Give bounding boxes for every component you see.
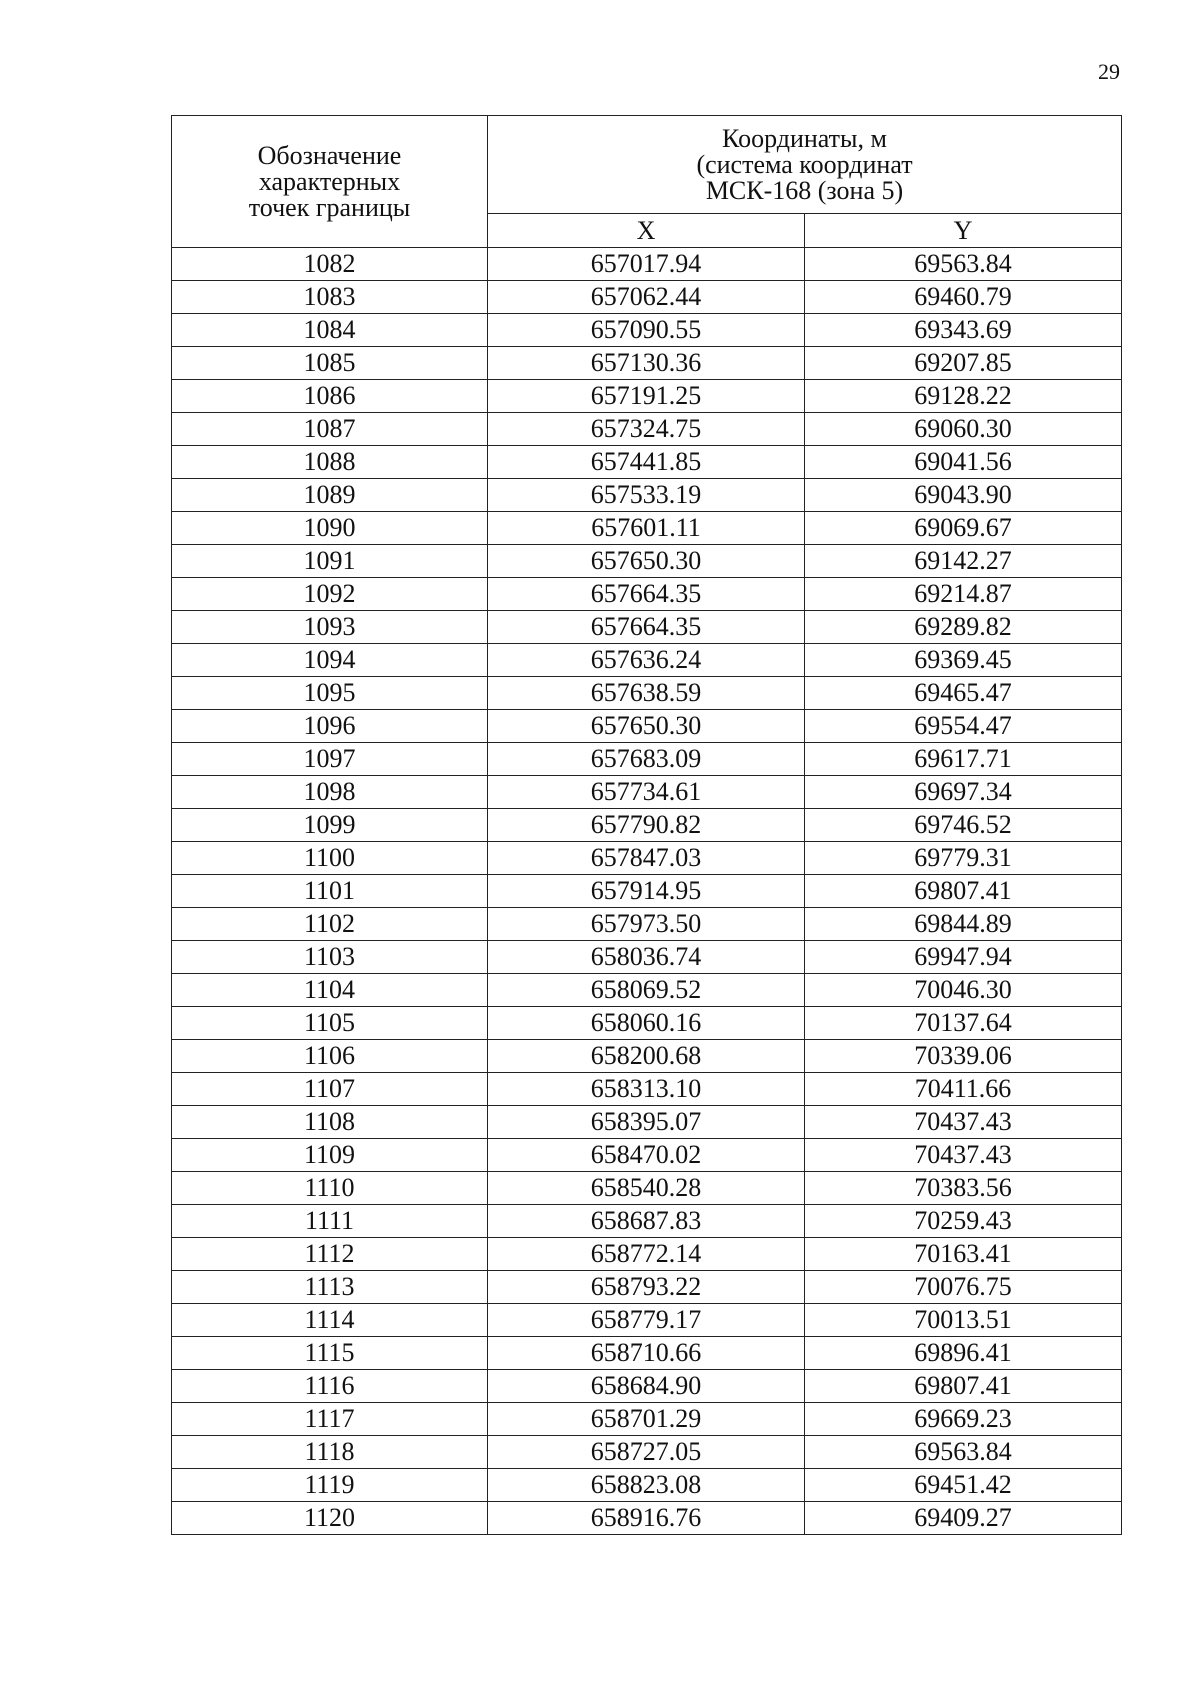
table-row (172, 479, 1122, 512)
point-cell: 1083 (172, 281, 488, 314)
point-cell: 1117 (172, 1403, 488, 1436)
table-row (172, 347, 1122, 380)
point-cell: 1101 (172, 875, 488, 908)
point-cell: 1094 (172, 644, 488, 677)
x-cell: 658060.16 (488, 1007, 805, 1040)
point-cell: 1090 (172, 512, 488, 545)
table-row (172, 941, 1122, 974)
table-row (172, 611, 1122, 644)
coordinates-table (171, 115, 1122, 1535)
table-row (172, 677, 1122, 710)
x-cell: 657090.55 (488, 314, 805, 347)
table-row (172, 842, 1122, 875)
page-number: 29 (1098, 59, 1120, 84)
table-row (172, 1469, 1122, 1502)
y-cell: 69779.31 (805, 842, 1122, 875)
x-cell: 658701.29 (488, 1403, 805, 1436)
point-cell: 1106 (172, 1040, 488, 1073)
table-row (172, 1436, 1122, 1469)
x-cell: 657973.50 (488, 908, 805, 941)
x-cell: 657650.30 (488, 710, 805, 743)
point-cell: 1112 (172, 1238, 488, 1271)
x-cell: 658727.05 (488, 1436, 805, 1469)
point-cell: 1096 (172, 710, 488, 743)
y-cell: 70437.43 (805, 1139, 1122, 1172)
x-cell: 657130.36 (488, 347, 805, 380)
y-cell: 69343.69 (805, 314, 1122, 347)
table-row (172, 1304, 1122, 1337)
point-cell: 1107 (172, 1073, 488, 1106)
y-cell: 69697.34 (805, 776, 1122, 809)
coords-header-line-3: МСК-168 (зона 5) (705, 175, 904, 205)
y-cell: 69069.67 (805, 512, 1122, 545)
x-cell: 658779.17 (488, 1304, 805, 1337)
y-cell: 69451.42 (805, 1469, 1122, 1502)
x-cell: 658200.68 (488, 1040, 805, 1073)
x-cell: 658395.07 (488, 1106, 805, 1139)
y-cell: 69807.41 (805, 875, 1122, 908)
x-cell: 658036.74 (488, 941, 805, 974)
y-cell: 69409.27 (805, 1502, 1122, 1535)
point-cell: 1114 (172, 1304, 488, 1337)
table-row (172, 1205, 1122, 1238)
table-row (172, 743, 1122, 776)
point-cell: 1084 (172, 314, 488, 347)
table-row (172, 413, 1122, 446)
table-row (172, 776, 1122, 809)
table-row (172, 908, 1122, 941)
coordinates-column-header (488, 116, 1122, 214)
table-row (172, 1403, 1122, 1436)
table-row (172, 809, 1122, 842)
point-cell: 1110 (172, 1172, 488, 1205)
table-row (172, 578, 1122, 611)
y-cell: 70259.43 (805, 1205, 1122, 1238)
table-body (172, 248, 1122, 1535)
point-cell: 1099 (172, 809, 488, 842)
point-cell: 1086 (172, 380, 488, 413)
table-row (172, 1007, 1122, 1040)
table-row (172, 875, 1122, 908)
y-column-header: Y (805, 214, 1122, 248)
table-header (172, 116, 1122, 248)
point-column-header (172, 116, 488, 248)
y-cell: 69896.41 (805, 1337, 1122, 1370)
point-cell: 1102 (172, 908, 488, 941)
point-cell: 1082 (172, 248, 488, 281)
y-cell: 69214.87 (805, 578, 1122, 611)
x-cell: 658772.14 (488, 1238, 805, 1271)
x-cell: 657664.35 (488, 611, 805, 644)
x-cell: 658916.76 (488, 1502, 805, 1535)
point-header-line-1: Обозначение (257, 140, 402, 170)
y-cell: 69369.45 (805, 644, 1122, 677)
y-cell: 69128.22 (805, 380, 1122, 413)
y-cell: 69669.23 (805, 1403, 1122, 1436)
x-cell: 657914.95 (488, 875, 805, 908)
y-cell: 69563.84 (805, 248, 1122, 281)
table-row (172, 281, 1122, 314)
x-cell: 657683.09 (488, 743, 805, 776)
point-cell: 1092 (172, 578, 488, 611)
point-cell: 1119 (172, 1469, 488, 1502)
x-cell: 657191.25 (488, 380, 805, 413)
x-cell: 657650.30 (488, 545, 805, 578)
y-cell: 69746.52 (805, 809, 1122, 842)
y-cell: 69289.82 (805, 611, 1122, 644)
x-cell: 657636.24 (488, 644, 805, 677)
y-cell: 69465.47 (805, 677, 1122, 710)
x-cell: 657638.59 (488, 677, 805, 710)
y-cell: 70339.06 (805, 1040, 1122, 1073)
point-cell: 1089 (172, 479, 488, 512)
table-row (172, 545, 1122, 578)
x-cell: 658793.22 (488, 1271, 805, 1304)
x-cell: 658823.08 (488, 1469, 805, 1502)
table-row (172, 512, 1122, 545)
point-cell: 1098 (172, 776, 488, 809)
point-header-line-3: точек границы (248, 192, 411, 222)
x-cell: 657017.94 (488, 248, 805, 281)
table-row (172, 1040, 1122, 1073)
table-row (172, 446, 1122, 479)
point-cell: 1104 (172, 974, 488, 1007)
point-cell: 1115 (172, 1337, 488, 1370)
point-cell: 1120 (172, 1502, 488, 1535)
y-cell: 69563.84 (805, 1436, 1122, 1469)
x-cell: 657664.35 (488, 578, 805, 611)
table-row (172, 314, 1122, 347)
point-cell: 1116 (172, 1370, 488, 1403)
coords-header-line-2: (система координат (696, 149, 913, 179)
x-cell: 657533.19 (488, 479, 805, 512)
y-cell: 70137.64 (805, 1007, 1122, 1040)
x-cell: 658684.90 (488, 1370, 805, 1403)
x-cell: 658710.66 (488, 1337, 805, 1370)
x-cell: 658069.52 (488, 974, 805, 1007)
x-column-header: X (488, 214, 805, 248)
point-cell: 1088 (172, 446, 488, 479)
x-cell: 658470.02 (488, 1139, 805, 1172)
table-row (172, 1172, 1122, 1205)
y-cell: 70076.75 (805, 1271, 1122, 1304)
point-cell: 1085 (172, 347, 488, 380)
y-cell: 70046.30 (805, 974, 1122, 1007)
x-cell: 658313.10 (488, 1073, 805, 1106)
table-row (172, 1370, 1122, 1403)
y-cell: 70411.66 (805, 1073, 1122, 1106)
table-row (172, 644, 1122, 677)
x-cell: 657790.82 (488, 809, 805, 842)
coords-header-line-1: Координаты, м (722, 123, 887, 153)
table-row (172, 1139, 1122, 1172)
y-cell: 69807.41 (805, 1370, 1122, 1403)
point-cell: 1097 (172, 743, 488, 776)
table-row (172, 974, 1122, 1007)
point-cell: 1103 (172, 941, 488, 974)
x-cell: 658540.28 (488, 1172, 805, 1205)
point-cell: 1118 (172, 1436, 488, 1469)
x-cell: 657847.03 (488, 842, 805, 875)
y-cell: 69207.85 (805, 347, 1122, 380)
x-cell: 657324.75 (488, 413, 805, 446)
y-cell: 70383.56 (805, 1172, 1122, 1205)
point-cell: 1113 (172, 1271, 488, 1304)
point-cell: 1087 (172, 413, 488, 446)
table-row (172, 1073, 1122, 1106)
table-row (172, 1271, 1122, 1304)
point-cell: 1100 (172, 842, 488, 875)
table-row (172, 380, 1122, 413)
table-row (172, 1502, 1122, 1535)
point-cell: 1105 (172, 1007, 488, 1040)
y-cell: 70163.41 (805, 1238, 1122, 1271)
y-cell: 69060.30 (805, 413, 1122, 446)
table-row (172, 1238, 1122, 1271)
x-cell: 657062.44 (488, 281, 805, 314)
y-cell: 69617.71 (805, 743, 1122, 776)
x-cell: 657441.85 (488, 446, 805, 479)
y-cell: 69844.89 (805, 908, 1122, 941)
table-row (172, 248, 1122, 281)
point-cell: 1093 (172, 611, 488, 644)
y-cell: 70437.43 (805, 1106, 1122, 1139)
point-header-line-2: характерных (258, 166, 401, 196)
y-cell: 69043.90 (805, 479, 1122, 512)
y-cell: 69947.94 (805, 941, 1122, 974)
table-row (172, 710, 1122, 743)
y-cell: 69041.56 (805, 446, 1122, 479)
y-cell: 70013.51 (805, 1304, 1122, 1337)
x-cell: 658687.83 (488, 1205, 805, 1238)
point-cell: 1111 (172, 1205, 488, 1238)
point-cell: 1108 (172, 1106, 488, 1139)
x-cell: 657601.11 (488, 512, 805, 545)
point-cell: 1109 (172, 1139, 488, 1172)
table-row (172, 1106, 1122, 1139)
y-cell: 69554.47 (805, 710, 1122, 743)
table-row (172, 1337, 1122, 1370)
y-cell: 69460.79 (805, 281, 1122, 314)
point-cell: 1091 (172, 545, 488, 578)
y-cell: 69142.27 (805, 545, 1122, 578)
point-cell: 1095 (172, 677, 488, 710)
x-cell: 657734.61 (488, 776, 805, 809)
